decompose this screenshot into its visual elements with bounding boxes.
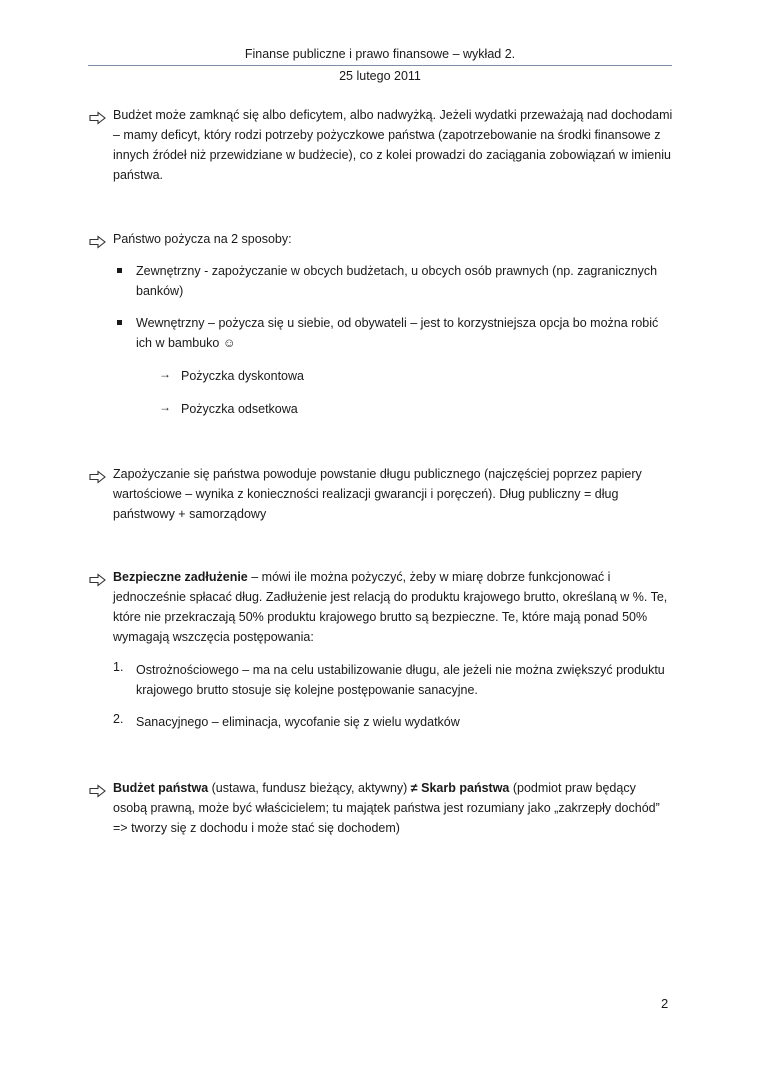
square-bullet-icon — [117, 268, 122, 273]
arrow-bullet-icon — [89, 784, 107, 798]
safe-debt-description: – mówi ile można pożyczyć, żeby w miarę dobrze funkcjonować i jednocześnie spłacać dług. Zadłużenie jest relacją do produktu krajowego brutto, określaną w %. Te, które nie przekraczają 50% produktu krajowego brutto są bezpieczne. Te, które mają ponad 50% wymagają wszczęcia postępowania: — [113, 570, 668, 644]
numbered-item-precautionary: Ostrożnościowego – ma na celu ustabilizowanie długu, ale jeżeli nie można zwiększyć produktu krajowego brutto stosuje się kolejne postępowanie sanacyjne. — [136, 663, 665, 697]
bullet-internal: Wewnętrzny – pożycza się u siebie, od obywateli – jest to korzystniejsza opcja bo można robić ich w bambuko ☺ — [136, 316, 659, 350]
small-arrow-icon: → — [159, 400, 171, 414]
sub-item-discount-loan: Pożyczka dyskontowa — [181, 369, 304, 383]
arrow-bullet-icon — [89, 111, 107, 125]
arrow-bullet-icon — [89, 573, 107, 587]
page-number: 2 — [661, 996, 669, 1011]
state-budget-description: (ustawa, fundusz bieżący, aktywny) — [208, 781, 411, 795]
list-number: 1. — [113, 660, 124, 674]
square-bullet-icon — [117, 320, 122, 325]
paragraph-safe-debt — [113, 567, 673, 647]
header-rule — [88, 65, 672, 66]
small-arrow-icon: → — [159, 367, 171, 381]
header-title: Finanse publiczne i prawo finansowe – wykład 2. — [244, 47, 516, 61]
arrow-bullet-icon — [89, 235, 107, 249]
header-date: 25 lutego 2011 — [339, 69, 421, 83]
sub-item-interest-loan: Pożyczka odsetkowa — [181, 402, 298, 416]
numbered-item-remedial: Sanacyjnego – eliminacja, wycofanie się z wielu wydatków — [136, 715, 460, 729]
term-safe-debt: Bezpieczne zadłużenie — [113, 570, 248, 584]
not-equal-sign: ≠ — [410, 781, 418, 795]
bullet-external: Zewnętrzny - zapożyczanie w obcych budżetach, u obcych osób prawnych (np. zagranicznych banków) — [136, 264, 658, 298]
paragraph-public-debt: Zapożyczanie się państwa powoduje powstanie długu publicznego (najczęściej poprzez papiery wartościowe – wynika z konieczności realizacji gwarancji i poręczeń). Dług publiczny = dług państwowy + samorządowy — [113, 467, 642, 521]
paragraph-state-budget-treasury — [113, 778, 673, 838]
term-state-budget: Budżet państwa — [113, 781, 209, 795]
list-number: 2. — [113, 712, 124, 726]
arrow-bullet-icon — [89, 470, 107, 484]
state-treasury-description: (podmiot praw będący osobą prawną, może być właścicielem; tu majątek państwa jest rozumiany jako „zakrzepły dochód” => tworzy się z dochodu i może stać się dochodem) — [113, 781, 660, 835]
paragraph-budget-deficit: Budżet może zamknąć się albo deficytem, albo nadwyżką. Jeżeli wydatki przeważają nad dochodami – mamy deficyt, który rodzi potrzeby pożyczkowe państwa (zapotrzebowanie na środki finansowe z innych źródeł niż przewidziane w budżecie), co z kolei prowadzi do zaciągania zobowiązań w imieniu państwa. — [113, 108, 673, 182]
paragraph-borrowing-ways: Państwo pożycza na 2 sposoby: — [113, 232, 292, 246]
term-state-treasury: Skarb państwa — [417, 781, 510, 795]
